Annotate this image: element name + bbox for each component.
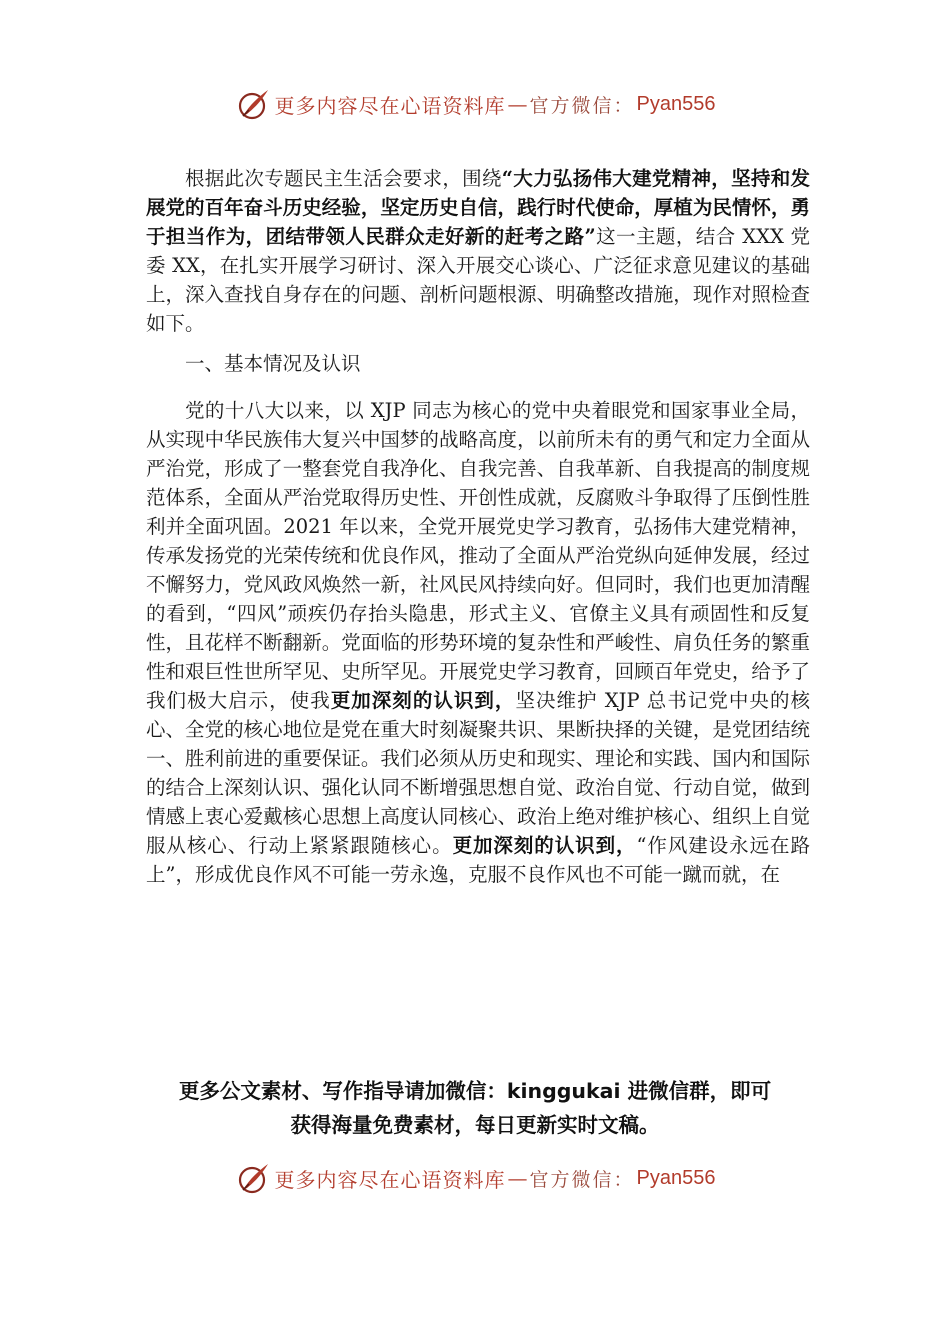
promo-text <box>120 1074 830 1142</box>
promo-line-2: 获得海量免费素材，每日更新实时文稿。 <box>290 1113 660 1137</box>
section-heading: 一、基本情况及认识 <box>185 352 361 375</box>
header-brand-text: 更多内容尽在心语资料库 <box>274 93 506 118</box>
quill-pen-logo-icon <box>235 1160 271 1196</box>
header-separator: — <box>507 92 528 116</box>
footer-brand-text: 更多内容尽在心语资料库 <box>274 1167 506 1192</box>
header-official-label: 官方微信： <box>529 94 635 117</box>
footer-separator: — <box>507 1166 528 1190</box>
document-body <box>146 164 810 900</box>
intro-paragraph: 根据此次专题民主生活会要求，围绕“大力弘扬伟大建党精神，坚持和发展党的百年奋斗历史经验，坚定历史自信，践行时代使命，厚植为民情怀，勇于担当作为，团结带领人民群众走好新的赶考之路”这一主题，结合 XXX 党委 XX，在扎实开展学习研讨、深入开展交心谈心、广泛征求意见建议的基础上，深入查找自身存在的问题、剖析问题根源、明确整改措施，现作对照检查如下。 <box>146 167 811 335</box>
emphasis-2: 更加深刻的认识到， <box>452 834 637 857</box>
theme-quote: “大力弘扬伟大建党精神，坚持和发展党的百年奋斗历史经验，坚定历史自信，践行时代使命，厚植为民情怀，勇于担当作为，团结带领人民群众走好新的赶考之路” <box>146 167 810 248</box>
footer-wechat-id: Pyan556 <box>636 1166 716 1189</box>
footer-banner <box>0 1156 950 1200</box>
quill-pen-logo-icon <box>235 86 271 122</box>
promo-line-1: 更多公文素材、写作指导请加微信：kinggukai 进微信群，即可 <box>178 1079 772 1103</box>
section-paragraph: 党的十八大以来，以 XJP 同志为核心的党中央着眼党和国家事业全局，从实现中华民族伟大复兴中国梦的战略高度，以前所未有的勇气和定力全面从严治党，形成了一整套党自我净化、自我完善、自我革新、自我提高的制度规范体系，全面从严治党取得历史性、开创性成就，反腐败斗争取得了压倒性胜利并全面巩固。2021 年以来，全党开展党史学习教育，弘扬伟大建党精神，传承发扬党的光荣传统和优良作风，推动了全面从严治党纵向延伸发展，经过不懈努力，党风政风焕然一新，社风民风持续向好。但同时，我们也更加清醒的看到，“四风”顽疾仍存抬头隐患，形式主义、官僚主义具有顽固性和反复性，且花样不断翻新。党面临的形势环境的复杂性和严峻性、肩负任务的繁重性和艰巨性世所罕见、史所罕见。开展党史学习教育，回顾百年党史，给予了我们极大启示，使我更加深刻的认识到，坚决维护 XJP 总书记党中央的核心、全党的核心地位是党在重大时刻凝聚共识、果断抉择的关键，是党团结统一、胜利前进的重要保证。我们必须从历史和现实、理论和实践、国内和国际的结合上深刻认识、强化认同不断增强思想自觉、政治自觉、行动自觉，做到情感上衷心爱戴核心思想上高度认同核心、政治上绝对维护核心、组织上自觉服从核心、行动上紧紧跟随核心。更加深刻的认识到，“作风建设永远在路上”，形成优良作风不可能一劳永逸，克服不良作风也不可能一蹴而就，在 <box>146 399 810 886</box>
emphasis-1: 更加深刻的认识到， <box>330 689 516 712</box>
header-banner <box>0 82 950 126</box>
footer-official-label: 官方微信： <box>529 1168 635 1191</box>
header-wechat-id: Pyan556 <box>636 92 716 115</box>
